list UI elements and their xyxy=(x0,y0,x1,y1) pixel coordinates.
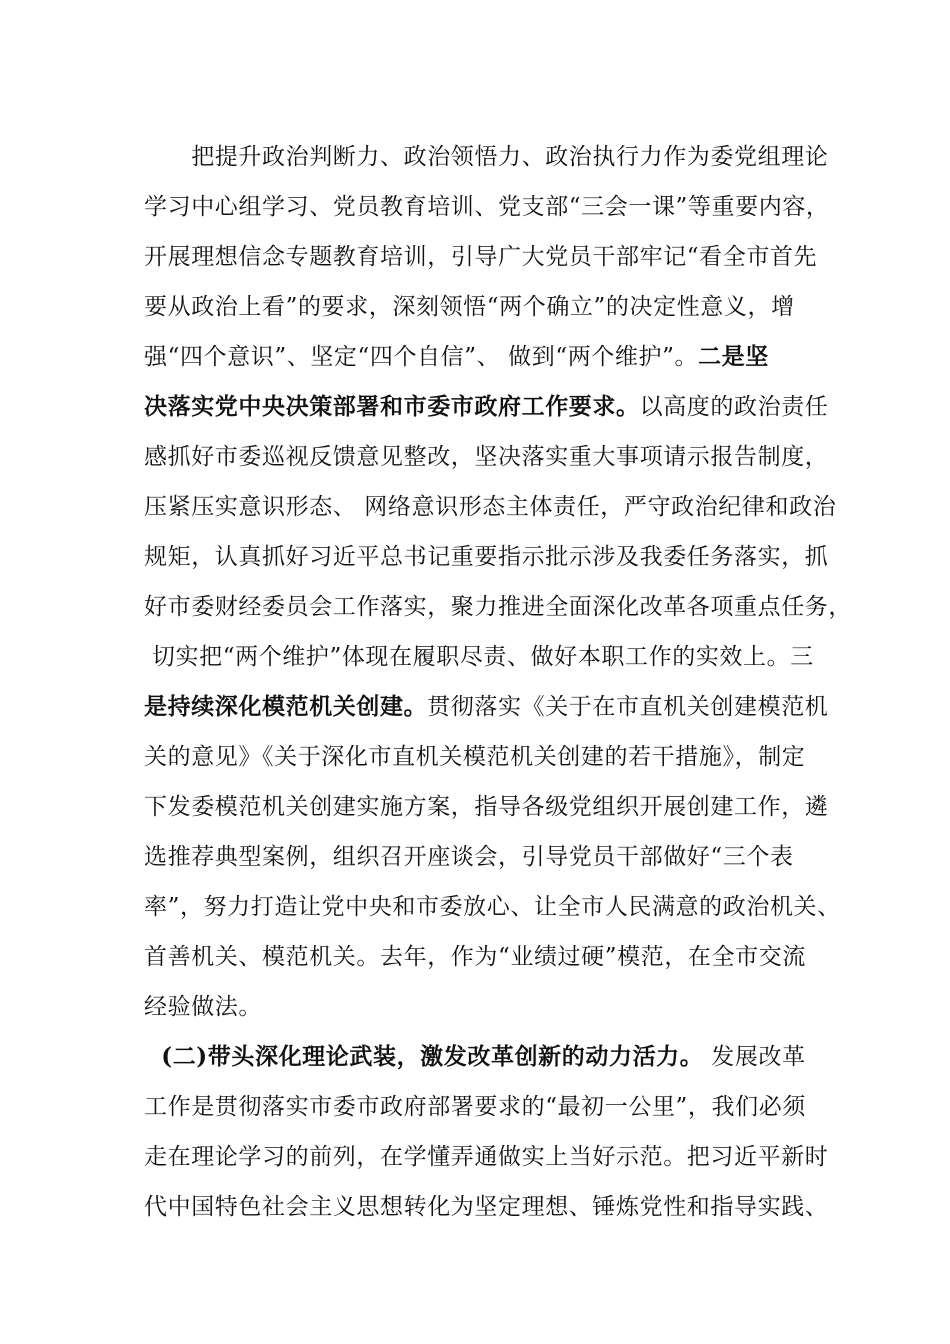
text-line xyxy=(144,1082,834,1132)
text-line xyxy=(144,132,834,182)
text-line xyxy=(144,382,834,432)
bold-heading-run: 是持续深化模范机关创建。 xyxy=(144,693,428,720)
text-run: 走在理论学习的前列，在学懂弄通做实上当好示范。把习近平新时 xyxy=(144,1144,829,1170)
text-run: 关的意见》《关于深化市直机关模范机关创建的若干措施》，制定 xyxy=(144,744,806,770)
text-run: 把提升政治判断力、政治领悟力、政治执行力作为委党组理论 xyxy=(144,144,829,170)
text-line xyxy=(144,632,834,682)
text-run: 规矩，认真抓好习近平总书记重要指示批示涉及我委任务落实，抓 xyxy=(144,544,829,570)
text-line xyxy=(144,782,834,832)
bold-heading-run: 二是坚 xyxy=(698,343,769,370)
text-run: 切实把“两个维护”体现在履职尽责、做好本职工作的实效上。三 xyxy=(144,644,814,670)
text-line xyxy=(144,232,834,282)
text-run: 代中国特色社会主义思想转化为坚定理想、锤炼党性和指导实践、 xyxy=(144,1194,829,1220)
paragraph-1 xyxy=(144,132,852,1032)
text-run: 要从政治上看”的要求，深刻领悟“两个确立”的决定性意义，增 xyxy=(144,294,795,320)
text-run: 强“四个意识”、坚定“四个自信”、 做到“两个维护”。 xyxy=(144,344,699,370)
text-line xyxy=(144,882,841,932)
text-run: 学习中心组学习、党员教育培训、党支部“三会一课”等重要内容， xyxy=(144,194,830,220)
text-run: 发展改革 xyxy=(703,1044,806,1070)
text-line xyxy=(144,732,834,782)
text-line xyxy=(144,582,852,632)
text-run: 下发委模范机关创建实施方案，指导各级党组织开展创建工作，遴 xyxy=(144,794,829,820)
text-run: 压紧压实意识形态、 网络意识形态主体责任，严守政治纪律和政治 xyxy=(144,494,837,520)
text-line xyxy=(144,182,834,232)
paragraph-2 xyxy=(144,1032,834,1232)
text-line xyxy=(144,482,837,532)
text-line xyxy=(144,332,834,382)
section-heading-run: (二)带头深化理论武装，激发改革创新的动力活力。 xyxy=(144,1043,704,1070)
text-line xyxy=(144,982,834,1032)
text-line xyxy=(144,1132,834,1182)
text-run: 开展理想信念专题教育培训，引导广大党员干部牢记“看全市首先 xyxy=(144,244,818,270)
bold-heading-run: 决落实党中央决策部署和市委市政府工作要求。 xyxy=(144,393,640,420)
text-line xyxy=(144,932,834,982)
text-line xyxy=(144,1032,834,1082)
text-run: 以高度的政治责任 xyxy=(639,394,829,420)
text-run: 贯彻落实《关于在市直机关创建模范机 xyxy=(427,694,829,720)
text-run: 好市委财经委员会工作落实，聚力推进全面深化改革各项重点任务， xyxy=(144,594,852,620)
text-line xyxy=(144,532,834,582)
text-run: 感抓好市委巡视反馈意见整改，坚决落实重大事项请示报告制度， xyxy=(144,444,829,470)
text-run: 率”，努力打造让党中央和市委放心、让全市人民满意的政治机关、 xyxy=(144,894,841,920)
text-line xyxy=(144,832,834,882)
document-body xyxy=(144,132,852,1232)
text-line xyxy=(144,432,834,482)
text-run: 选推荐典型案例，组织召开座谈会，引导党员干部做好“三个表 xyxy=(144,844,794,870)
text-line xyxy=(144,282,834,332)
text-line xyxy=(144,1182,834,1232)
text-line xyxy=(144,682,834,732)
text-run: 首善机关、模范机关。去年，作为“业绩过硬”模范，在全市交流 xyxy=(144,944,806,970)
text-run: 经验做法。 xyxy=(144,994,262,1020)
text-run: 工作是贯彻落实市委市政府部署要求的“最初一公里”，我们必须 xyxy=(144,1094,806,1120)
